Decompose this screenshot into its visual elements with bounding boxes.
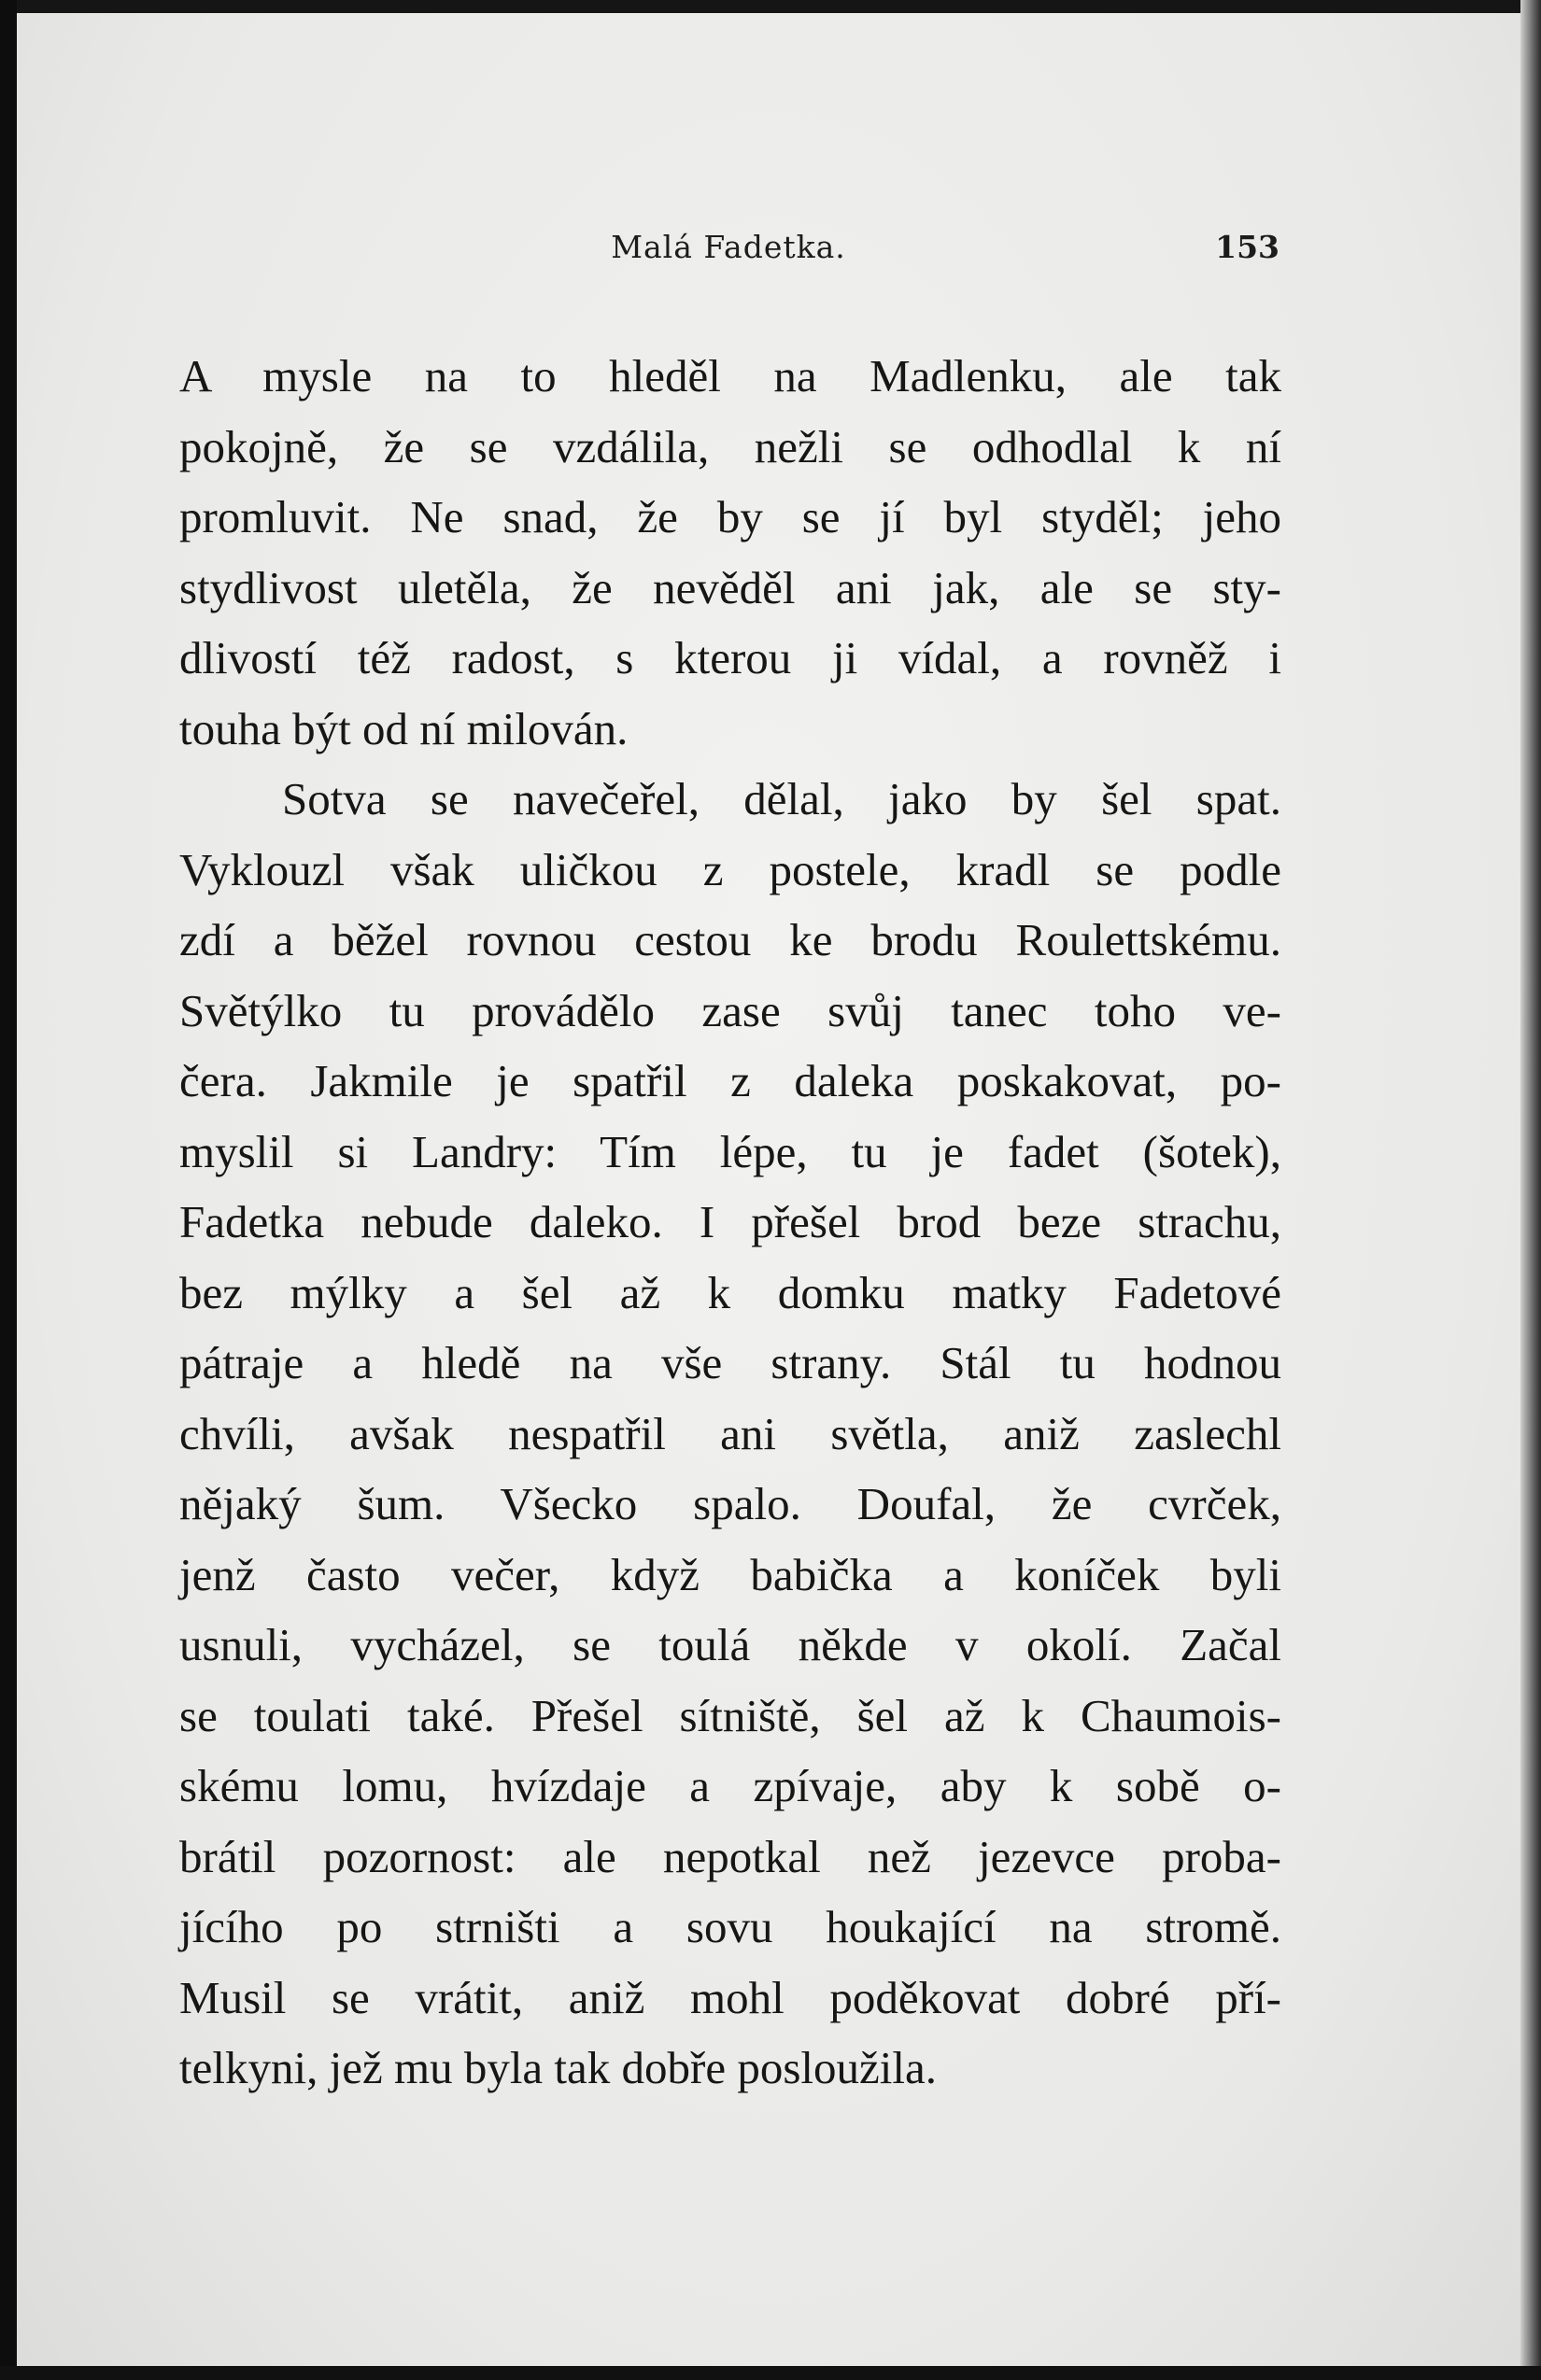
text-line: Fadetka nebude daleko. I přešel brod beze strachu, <box>179 1196 1281 1247</box>
page-number: 153 <box>1215 229 1279 265</box>
scan-border-right <box>1520 0 1541 2380</box>
text-line: Sotva se navečeřel, dělal, jako by šel spat. <box>282 773 1281 824</box>
text-line: telkyni, jež mu byla tak dobře posloužila. <box>179 2042 938 2093</box>
text-line: zdí a běžel rovnou cestou ke brodu Roulettskému. <box>179 914 1281 965</box>
text-line: bez mýlky a šel až k domku matky Fadetové <box>179 1266 1281 1318</box>
text-line: Musil se vrátit, aniž mohl poděkovat dobré pří- <box>179 1971 1281 2023</box>
text-line: Světýlko tu provádělo zase svůj tanec toho ve- <box>179 984 1281 1036</box>
text-line: jícího po strništi a sovu houkající na stromě. <box>179 1901 1281 1952</box>
text-line: myslil si Landry: Tím lépe, tu je fadet (šotek), <box>179 1125 1281 1177</box>
text-line: nějaký šum. Všecko spalo. Doufal, že cvrček, <box>179 1478 1281 1529</box>
text-line: Vyklouzl však uličkou z postele, kradl se podle <box>179 843 1281 895</box>
body-text <box>179 341 1281 2104</box>
text-line: se toulati také. Přešel sítniště, šel až k Chaumois- <box>179 1689 1281 1741</box>
scan-border-left <box>0 0 17 2380</box>
scan-border-bottom <box>0 2366 1541 2380</box>
text-line: chvíli, avšak nespatřil ani světla, aniž zaslechl <box>179 1407 1281 1459</box>
text-line: pokojně, že se vzdálila, nežli se odhodlal k ní <box>179 420 1281 472</box>
text-line: čera. Jakmile je spatřil z daleka poskakovat, po- <box>179 1055 1281 1106</box>
text-line: touha být od ní milován. <box>179 702 629 754</box>
scan-border-top <box>0 0 1541 13</box>
text-line: skému lomu, hvízdaje a zpívaje, aby k sobě o- <box>179 1760 1281 1811</box>
text-line: brátil pozornost: ale nepotkal než jezevce proba- <box>179 1830 1281 1882</box>
text-line: jenž často večer, když babička a koníček byli <box>179 1548 1281 1600</box>
text-line: stydlivost uletěla, že nevěděl ani jak, ale se sty- <box>179 561 1281 613</box>
running-title: Malá Fadetka. <box>611 229 846 265</box>
running-head <box>177 229 1279 275</box>
text-line: promluvit. Ne snad, že by se jí byl styděl; jeho <box>179 491 1281 542</box>
text-line: usnuli, vycházel, se toulá někde v okolí. Začal <box>179 1619 1281 1670</box>
text-line: A mysle na to hleděl na Madlenku, ale tak <box>179 350 1281 401</box>
text-line: pátraje a hledě na vše strany. Stál tu hodnou <box>179 1337 1281 1388</box>
text-line: dlivostí též radost, s kterou ji vídal, a rovněž i <box>179 632 1281 683</box>
